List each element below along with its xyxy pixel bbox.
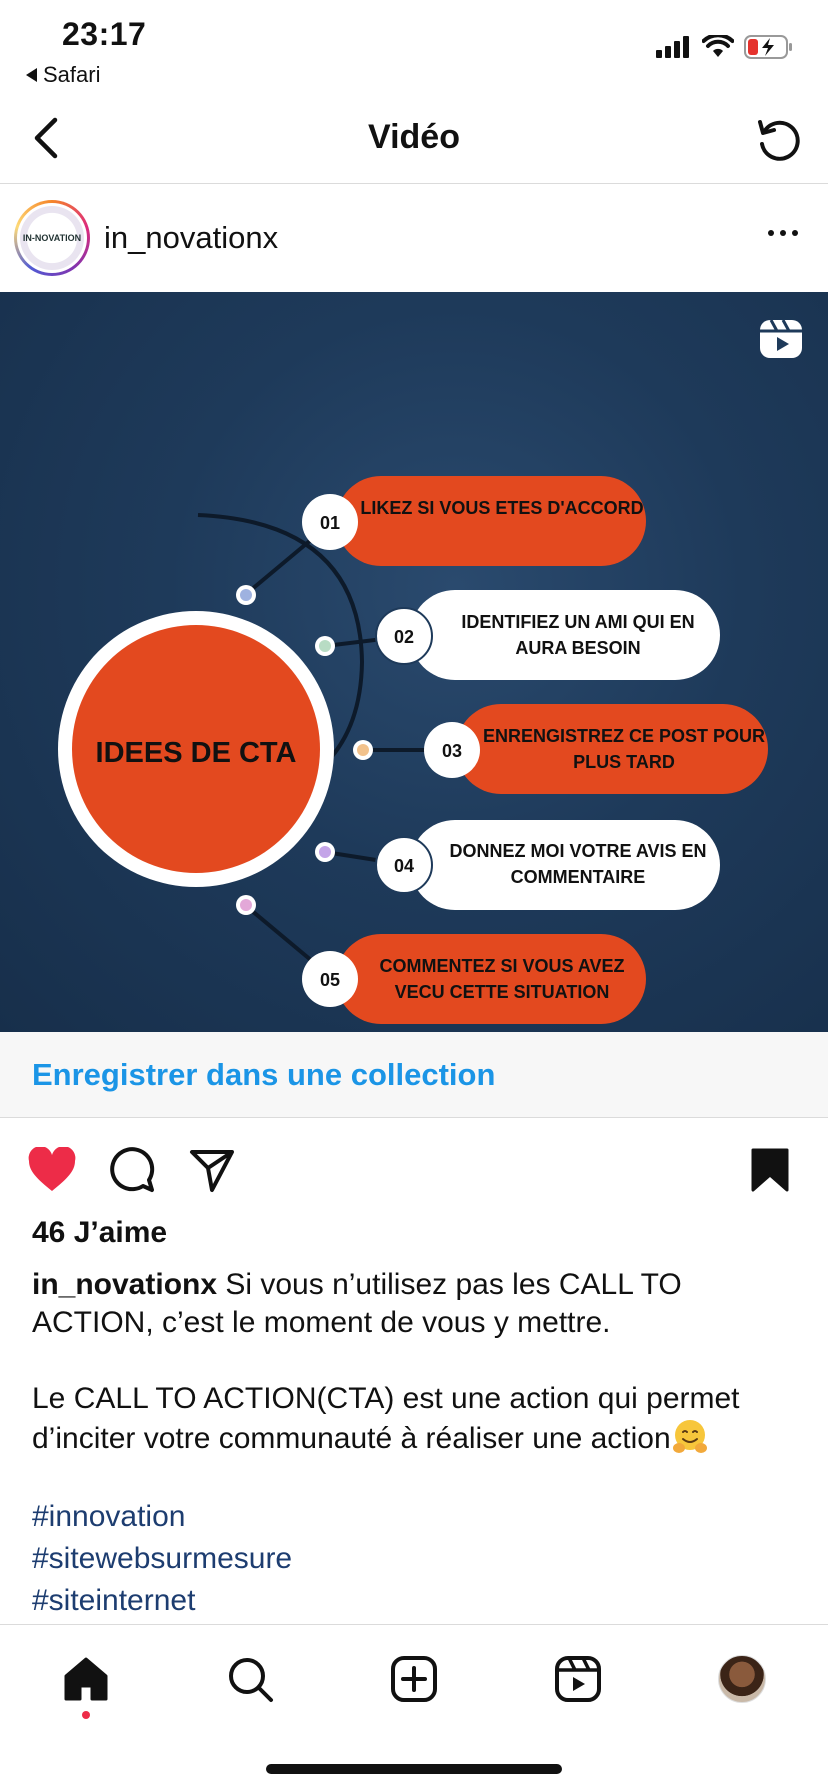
reload-icon[interactable] xyxy=(750,112,806,168)
create-post-icon[interactable] xyxy=(384,1649,444,1709)
item-number: 02 xyxy=(393,627,415,647)
like-count[interactable]: 46 J’aime xyxy=(32,1216,168,1249)
save-to-collection-bar xyxy=(0,1032,828,1118)
item-text: AURA BESOIN xyxy=(515,638,641,658)
item-text: COMMENTEZ SI VOUS AVEZ xyxy=(379,956,625,976)
more-horizontal-icon[interactable] xyxy=(768,230,798,236)
hugging-face-emoji-icon xyxy=(671,1418,709,1456)
status-icons xyxy=(656,34,794,60)
home-icon[interactable] xyxy=(56,1649,116,1709)
wifi-icon xyxy=(702,35,734,59)
item-text: PLUS TARD xyxy=(573,752,675,772)
hashtag-link[interactable]: #sitewebsurmesure xyxy=(32,1542,293,1575)
caption-text: Le CALL TO ACTION(CTA) est une action qui permet d’inciter votre communauté à réaliser une action xyxy=(32,1382,740,1455)
avatar-logo: IN-NOVATION xyxy=(20,206,84,270)
page-title: Vidéo xyxy=(368,118,460,156)
post-header xyxy=(0,184,828,292)
heart-filled-icon[interactable] xyxy=(26,1144,78,1196)
author-avatar[interactable] xyxy=(14,200,90,276)
post-video[interactable] xyxy=(0,292,828,1032)
back-triangle-icon xyxy=(26,68,37,82)
post-actions xyxy=(0,1118,828,1214)
home-indicator xyxy=(266,1764,562,1774)
send-icon[interactable] xyxy=(186,1144,238,1196)
bookmark-filled-icon[interactable] xyxy=(744,1144,796,1196)
profile-avatar[interactable] xyxy=(712,1649,772,1709)
item-number: 01 xyxy=(319,513,341,533)
caption-text: Si vous n’utilisez pas les CALL TO ACTION, c’est le moment de vous y mettre. xyxy=(32,1268,682,1339)
cellular-signal-icon xyxy=(656,36,692,58)
item-text: VECU CETTE SITUATION xyxy=(394,982,610,1002)
item-text: LIKEZ SI VOUS ETES D'ACCORD xyxy=(360,498,644,518)
author-username[interactable]: in_novationx xyxy=(104,220,279,255)
item-text: COMMENTAIRE xyxy=(510,867,646,887)
hashtag-link[interactable]: #innovation xyxy=(32,1500,186,1533)
back-to-app-link[interactable] xyxy=(26,62,100,88)
item-text: DONNEZ MOI VOTRE AVIS EN xyxy=(449,841,707,861)
battery-low-charging-icon xyxy=(744,34,794,60)
comment-icon[interactable] xyxy=(106,1144,158,1196)
save-to-collection-link[interactable]: Enregistrer dans une collection xyxy=(32,1057,496,1092)
hashtag-link[interactable]: #siteinternet xyxy=(32,1584,196,1617)
cta-infographic xyxy=(0,292,828,1032)
search-icon[interactable] xyxy=(220,1649,280,1709)
item-text: IDENTIFIEZ UN AMI QUI EN xyxy=(461,612,695,632)
item-number: 03 xyxy=(441,741,463,761)
status-time: 23:17 xyxy=(62,16,147,52)
reels-icon xyxy=(758,316,804,362)
item-number: 04 xyxy=(393,856,415,876)
caption-username[interactable]: in_novationx xyxy=(32,1268,218,1301)
active-tab-dot xyxy=(82,1711,90,1719)
post-caption xyxy=(32,1266,802,1622)
item-number: 05 xyxy=(319,970,341,990)
item-text: ENRENGISTREZ CE POST POUR xyxy=(482,726,766,746)
nav-bar xyxy=(0,96,828,184)
status-bar xyxy=(0,0,828,96)
back-app-label: Safari xyxy=(43,62,101,87)
reels-tab-icon[interactable] xyxy=(548,1649,608,1709)
infographic-title: IDEES DE CTA xyxy=(95,737,297,769)
